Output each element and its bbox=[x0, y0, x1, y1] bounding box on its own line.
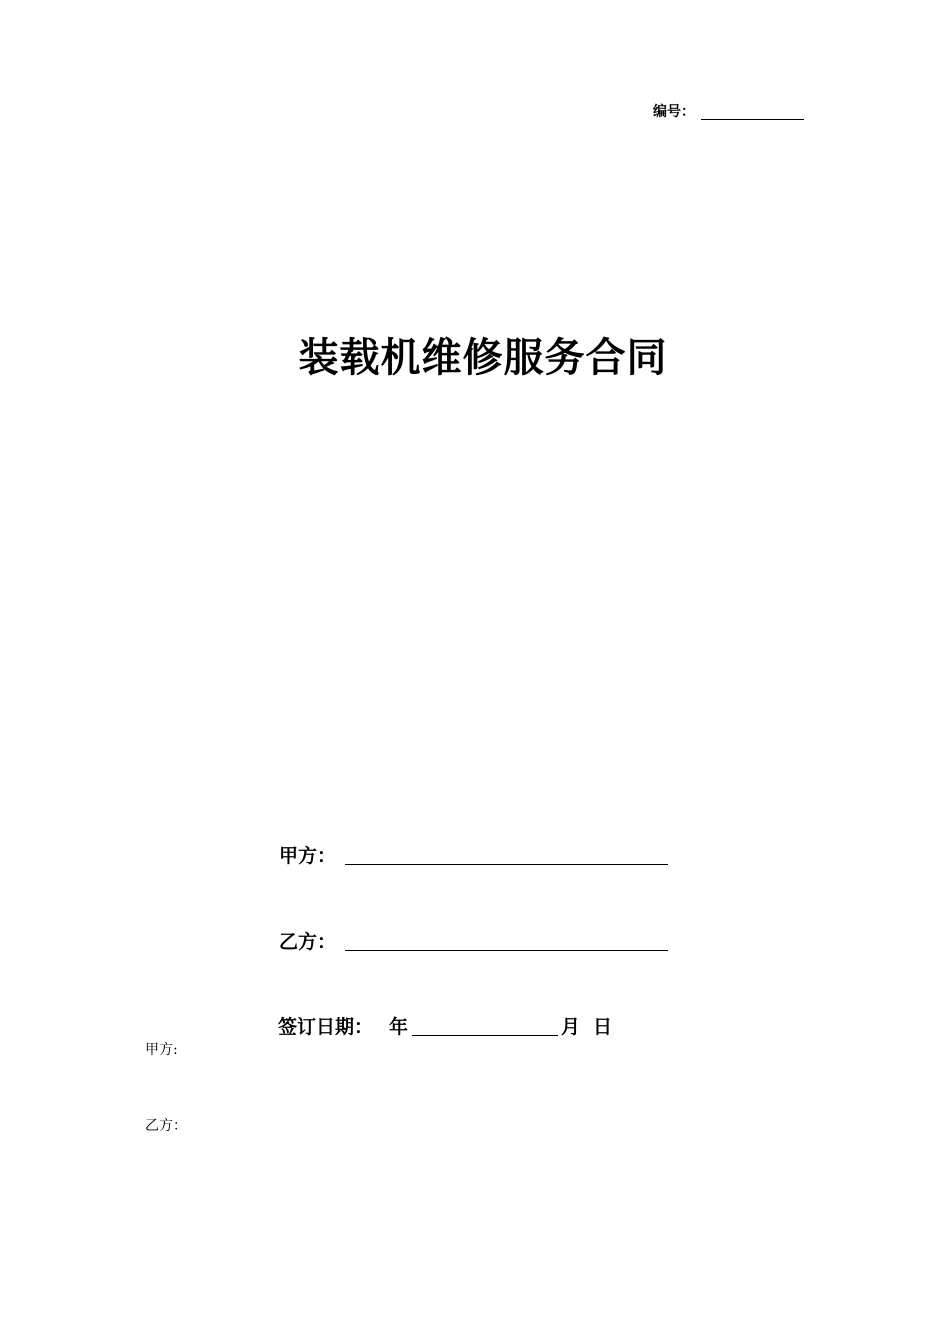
sign-date-label: 签订日期： bbox=[278, 1016, 374, 1038]
document-title-text: 装载机维修服务合同 bbox=[298, 335, 668, 381]
body-party-a-label: 甲方: bbox=[145, 1042, 178, 1058]
sign-date-year-blank bbox=[412, 1035, 558, 1036]
sign-date-month-label: 月 bbox=[561, 1016, 581, 1038]
document-title bbox=[0, 333, 950, 383]
sign-date-year-label: 年 bbox=[389, 1016, 409, 1038]
body-party-b-label: 乙方： bbox=[145, 1118, 187, 1134]
party-b-label: 乙方： bbox=[279, 931, 337, 953]
party-a-label: 甲方： bbox=[279, 845, 337, 867]
party-a-blank bbox=[345, 864, 668, 865]
serial-number-blank bbox=[701, 119, 804, 120]
sign-date-day-label: 日 bbox=[593, 1016, 613, 1038]
serial-number-label: 编号： bbox=[653, 104, 695, 120]
party-b-blank bbox=[345, 950, 668, 951]
